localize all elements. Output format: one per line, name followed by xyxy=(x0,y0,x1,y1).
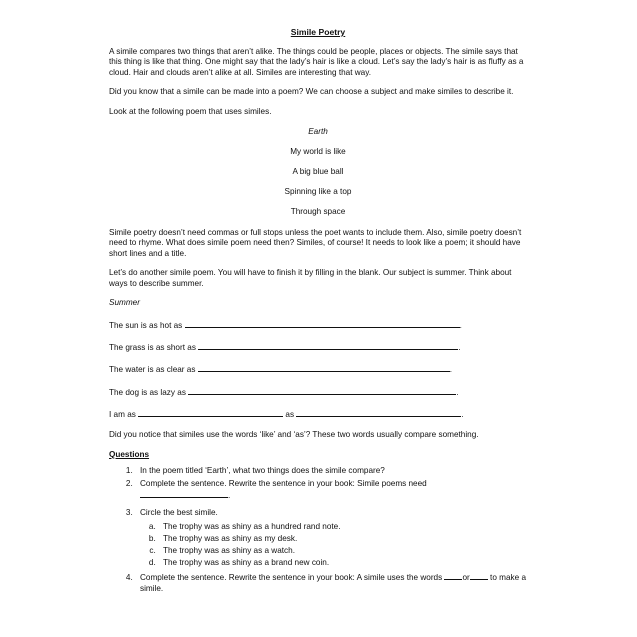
question-2: 2. Complete the sentence. Rewrite the sentence in your book: Simile poems need . xyxy=(135,479,527,502)
intro-paragraph-2: Did you know that a simile can be made into a poem? We can choose a subject and make similes to describe it. xyxy=(109,87,514,97)
explain-paragraph-1: Simile poetry doesn’t need commas or full stops unless the poet wants to include them. Also, simile poetry doesn’t need to rhyme. What does simile poem need then? Similes, of course! It needs to look like a poem; it should have short lines and a title. xyxy=(109,227,522,258)
fill-in-line-dog: The dog is as lazy as . xyxy=(109,387,459,397)
option-d[interactable]: d. The trophy was as shiny as a brand new coin. xyxy=(158,558,527,569)
blank-answer[interactable] xyxy=(188,386,456,395)
poem-line: Through space xyxy=(290,207,346,217)
notice-paragraph: Did you notice that similes use the words ‘like’ and ‘as’? These two words usually compare something. xyxy=(109,430,479,439)
page-title: Simile Poetry xyxy=(290,27,346,37)
earth-poem xyxy=(109,127,527,218)
questions-heading: Questions xyxy=(109,449,150,459)
fill-in-line-i-am: I am as as . xyxy=(109,409,464,419)
fill-in-line-sun: The sun is as hot as . xyxy=(109,321,462,331)
summer-poem-title: Summer xyxy=(109,298,140,308)
blank-answer[interactable] xyxy=(444,571,462,580)
intro-paragraph-3: Look at the following poem that uses similes. xyxy=(109,106,272,116)
option-c[interactable]: c. The trophy was as shiny as a watch. xyxy=(158,546,527,557)
option-b[interactable]: b. The trophy was as shiny as my desk. xyxy=(158,534,527,545)
question-1: 1. In the poem titled ‘Earth’, what two things does the simile compare? xyxy=(135,466,527,477)
blank-answer[interactable] xyxy=(185,319,460,328)
explain-paragraph-2: Let’s do another simile poem. You will have to finish it by filling in the blank. Our subject is summer. Think about ways to describe summer. xyxy=(109,268,512,288)
blank-answer[interactable] xyxy=(470,571,488,580)
blank-answer[interactable] xyxy=(138,408,283,417)
poem-line: A big blue ball xyxy=(292,166,344,176)
blank-answer[interactable] xyxy=(140,489,228,498)
fill-in-line-grass: The grass is as short as . xyxy=(109,343,461,353)
question-3: 3. Circle the best simile. a. The trophy was as shiny as a hundred rand note. b. The trophy was as shiny as my desk. c. The trophy was as shiny as a watch. d. The trophy was as shiny as a brand new coin. xyxy=(135,508,527,568)
option-a[interactable]: a. The trophy was as shiny as a hundred rand note. xyxy=(158,522,527,533)
intro-paragraph-1: A simile compares two things that aren’t alike. The things could be people, places or objects. The simile says that this thing is like that thing. One might say that the lady’s hair is like a cloud. Let’s say the lady’s hair is as fluffy as a cloud. Hair and clouds aren’t alike at all. Similes are interesting that way. xyxy=(109,46,524,77)
question-list xyxy=(109,466,527,594)
fill-in-line-water: The water is as clear as . xyxy=(109,365,453,375)
blank-answer[interactable] xyxy=(198,363,450,372)
blank-answer[interactable] xyxy=(296,408,461,417)
blank-answer[interactable] xyxy=(198,341,458,350)
question-4: 4. Complete the sentence. Rewrite the sentence in your book: A simile uses the words or to make a simile. xyxy=(135,571,527,594)
poem-line: My world is like xyxy=(290,146,346,156)
question-3-options xyxy=(140,522,527,569)
poem-title: Earth xyxy=(308,126,328,136)
poem-line: Spinning like a top xyxy=(284,187,352,197)
